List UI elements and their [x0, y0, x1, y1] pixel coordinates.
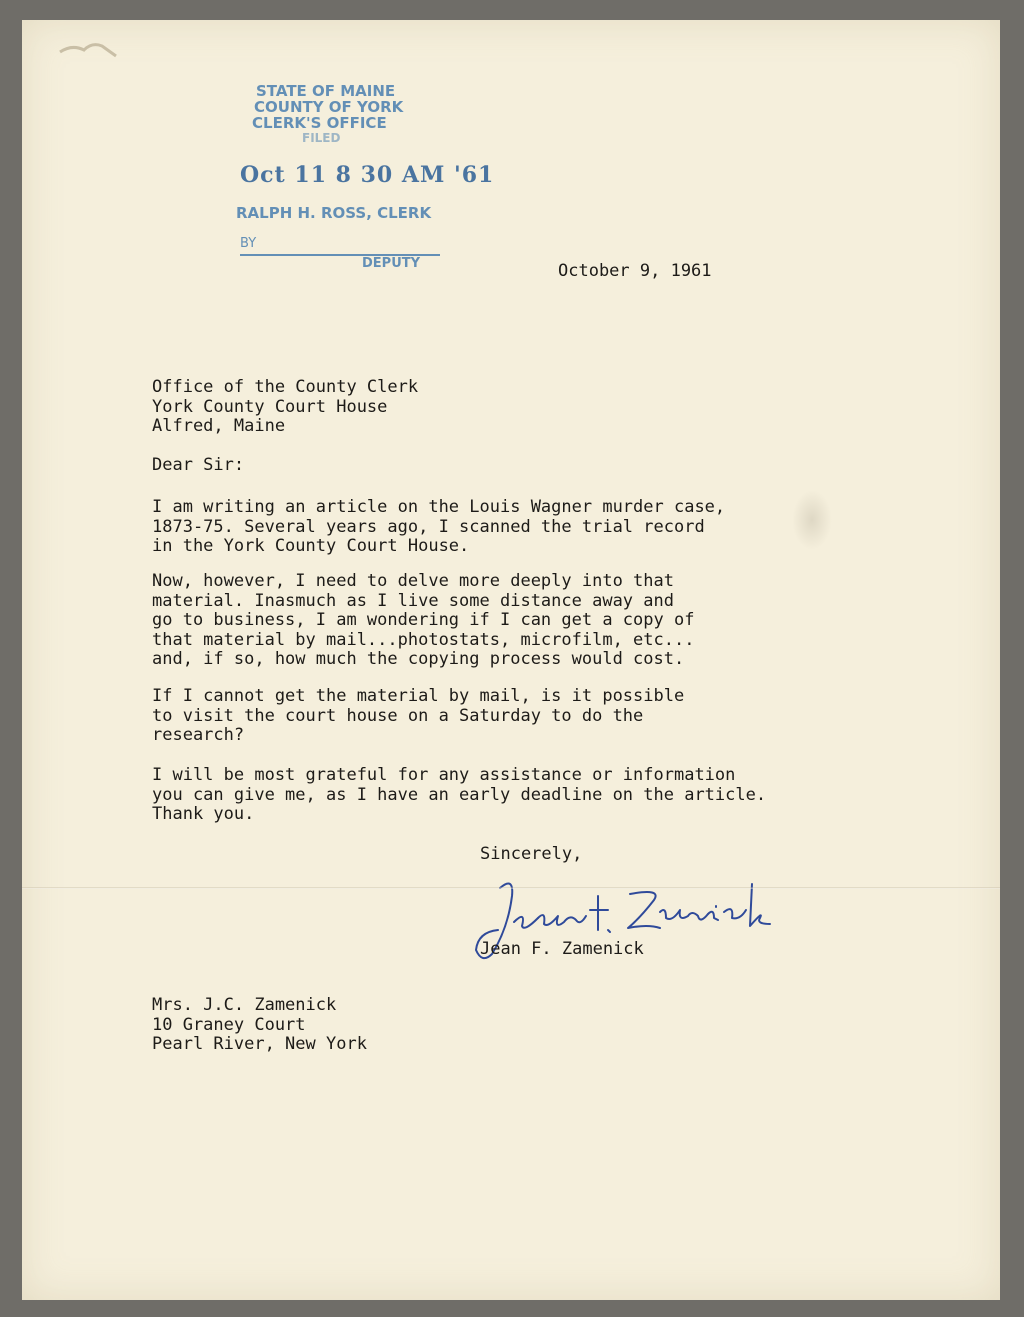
letter-date: October 9, 1961	[558, 261, 712, 281]
body-paragraph-1: I am writing an article on the Louis Wagner murder case, 1873-75. Several years ago, I scanned the trial record in the York County Court House.	[152, 497, 726, 556]
stamp-line-office: CLERK'S OFFICE	[252, 114, 387, 132]
clerk-filed-stamp	[212, 76, 495, 306]
stamp-line-filed: FILED	[302, 131, 341, 145]
recipient-line: Alfred, Maine	[152, 416, 286, 436]
body-paragraph-4: I will be most grateful for any assistance or information you can give me, as I have an early deadline on the article. Thank you.	[152, 765, 767, 824]
stamp-filed-date: Oct 11 8 30 AM '61	[240, 162, 495, 188]
body-paragraph-2: Now, however, I need to delve more deeply into that material. Inasmuch as I live some distance away and go to business, I am wondering if I can get a copy of that material by mail...photostats, microfilm, etc... and, if so, how much the copying process would cost.	[152, 571, 695, 669]
sender-line: Pearl River, New York	[152, 1034, 367, 1054]
typed-signature-name: Jean F. Zamenick	[480, 939, 644, 959]
salutation: Dear Sir:	[152, 455, 245, 475]
stamp-clerk-name: RALPH H. ROSS, CLERK	[236, 204, 432, 222]
paper-fold-line	[22, 887, 1000, 889]
sender-line: 10 Graney Court	[152, 1014, 306, 1035]
stamp-by-label: BY	[240, 236, 257, 251]
recipient-address	[152, 378, 418, 437]
paper-smudge	[792, 490, 832, 550]
sender-line: Mrs. J.C. Zamenick	[152, 995, 337, 1015]
stamp-deputy-label: DEPUTY	[362, 256, 421, 271]
corner-tear-mark	[58, 34, 118, 62]
recipient-line: York County Court House	[152, 396, 388, 417]
stamp-line-county: COUNTY OF YORK	[254, 98, 404, 116]
sender-address	[152, 996, 367, 1055]
stamp-line-state: STATE OF MAINE	[256, 82, 396, 100]
letter-page	[22, 20, 1000, 1300]
recipient-line: Office of the County Clerk	[152, 377, 419, 397]
closing: Sincerely,	[480, 844, 583, 864]
body-paragraph-3: If I cannot get the material by mail, is it possible to visit the court house on a Saturday to do the research?	[152, 686, 685, 745]
